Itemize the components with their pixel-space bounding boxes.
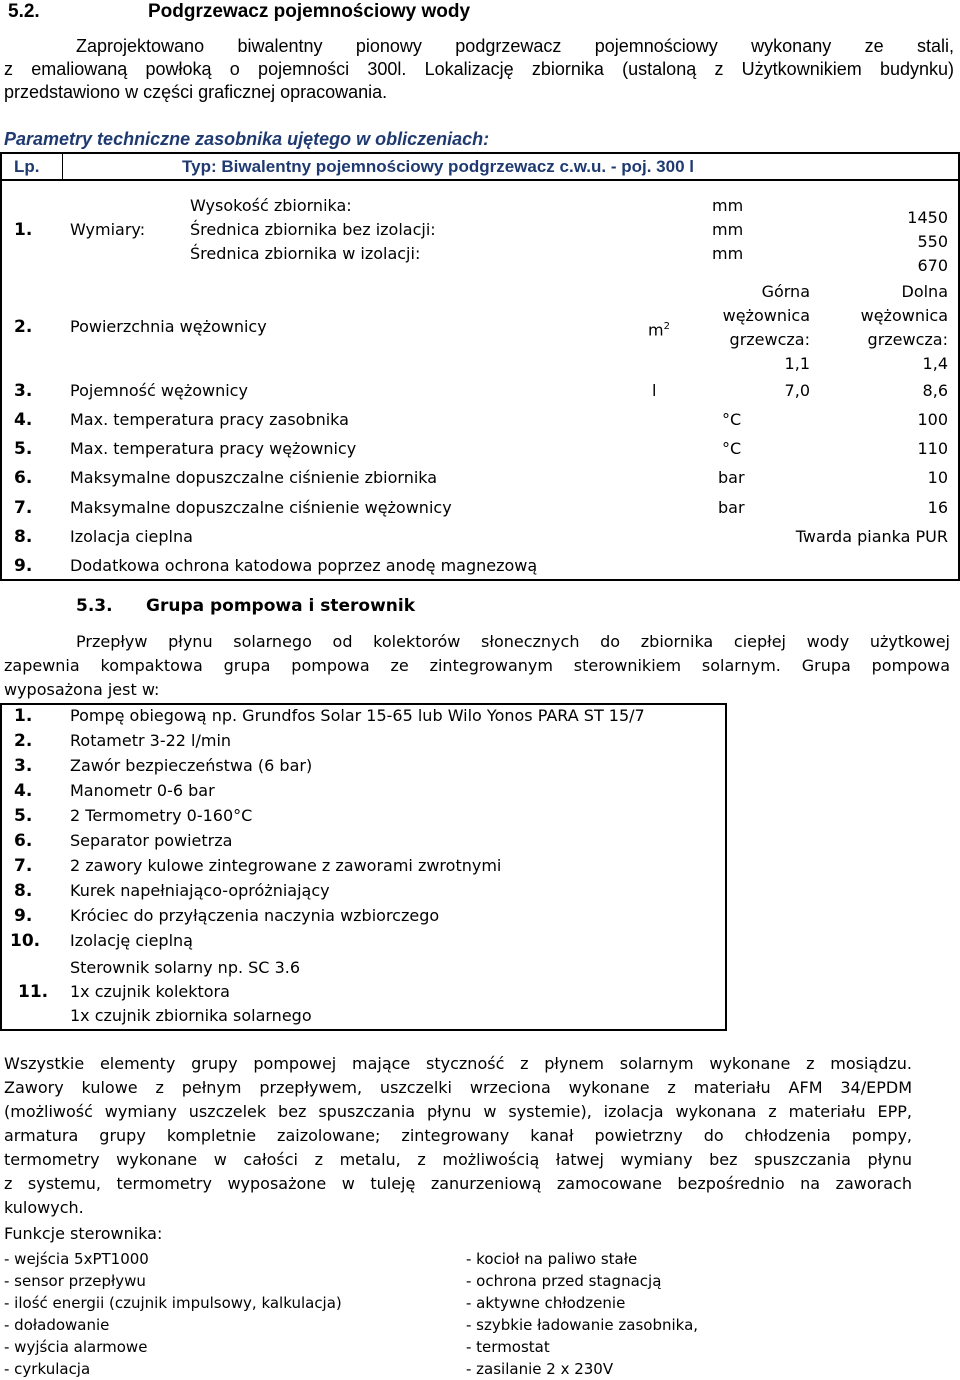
row-6-value: 10 — [927, 468, 948, 487]
body-line-7: kulowych. — [4, 1198, 84, 1217]
pump-item-9-text: Króciec do przyłączenia naczynia wzbiorczego — [70, 906, 440, 925]
intro-line-2: z emaliowaną powłoką o pojemności 300l. Lokalizację zbiornika (ustaloną z Użytkownikiem budynku) — [4, 59, 954, 79]
function-right-4: - szybkie ładowanie zasobnika, — [466, 1316, 699, 1334]
row-1-value-2: 550 — [917, 232, 948, 251]
function-right-3: - aktywne chłodzenie — [466, 1294, 626, 1312]
row-4-label: Max. temperatura pracy zasobnika — [70, 410, 349, 429]
pump-item-8-number: 8. — [14, 881, 33, 901]
upper-coil-line-1: Górna — [761, 282, 810, 301]
intro-line-3: przedstawiono w części graficznej opracowania. — [4, 82, 388, 102]
pump-item-3-text: Zawór bezpieczeństwa (6 bar) — [70, 756, 313, 775]
row-4-value: 100 — [917, 410, 948, 429]
body-line-3: (możliwość wymiany uszczelek bez spuszczania płynu w systemie), izolacja wykonana z materiału EPP, — [4, 1102, 912, 1121]
row-1-value-1: 1450 — [907, 208, 948, 227]
row-1-item-diameter-insulated: Średnica zbiornika w izolacji: — [190, 244, 421, 263]
row-8-label: Izolacja cieplna — [70, 527, 193, 546]
pump-item-11-line-1: Sterownik solarny np. SC 3.6 — [70, 958, 301, 977]
function-left-5: - wyjścia alarmowe — [4, 1338, 148, 1356]
row-7-unit: bar — [718, 498, 745, 517]
body-line-2: Zawory kulowe z pełnym przepływem, uszczelki wrzeciona wykonane z materiału AFM 34/EPDM — [4, 1078, 912, 1097]
body-line-5: termometry wykonane w całości z metalu, z możliwością łatwej wymiany bez spuszczania płynu — [4, 1150, 912, 1169]
lower-coil-value: 1,4 — [922, 354, 948, 373]
pump-item-9-number: 9. — [14, 906, 33, 926]
lower-coil-line-3: grzewcza: — [867, 330, 948, 349]
row-8-value: Twarda pianka PUR — [795, 527, 948, 546]
upper-coil-line-3: grzewcza: — [729, 330, 810, 349]
pump-item-6-number: 6. — [14, 831, 33, 851]
body-line-4: armatura grupy kompletnie zaizolowane; zintegrowany kanał powietrzny do chłodzenia pompy, — [4, 1126, 912, 1145]
section-5-3-title: Grupa pompowa i sterownik — [146, 596, 416, 616]
pump-item-1-text: Pompę obiegową np. Grundfos Solar 15-65 lub Wilo Yonos PARA ST 15/7 — [70, 706, 645, 725]
row-9-label: Dodatkowa ochrona katodowa poprzez anodę magnezową — [70, 556, 538, 575]
intro-line-1: Zaprojektowano biwalentny pionowy podgrzewacz pojemnościowy wykonany ze stali, — [76, 36, 954, 56]
row-2-unit — [648, 315, 670, 342]
header-type: Typ: Biwalentny pojemnościowy podgrzewacz c.w.u. - poj. 300 l — [182, 157, 694, 176]
params-title: Parametry techniczne zasobnika ujętego w obliczeniach: — [4, 129, 490, 149]
row-3-unit: l — [652, 381, 657, 400]
function-right-6: - zasilanie 2 x 230V — [466, 1360, 614, 1378]
pump-item-5-text: 2 Termometry 0-160°C — [70, 806, 253, 825]
row-3-label: Pojemność wężownicy — [70, 381, 248, 400]
row-5-label: Max. temperatura pracy wężownicy — [70, 439, 357, 458]
section-5-2-title: Podgrzewacz pojemnościowy wody — [148, 1, 471, 22]
row-7-label: Maksymalne dopuszczalne ciśnienie wężownicy — [70, 498, 452, 517]
pump-item-5-number: 5. — [14, 806, 33, 826]
pump-item-4-number: 4. — [14, 781, 33, 801]
section-5-2-number: 5.2. — [8, 1, 40, 22]
row-1-item-height: Wysokość zbiornika: — [190, 196, 352, 215]
function-left-3: - ilość energii (czujnik impulsowy, kalkulacja) — [4, 1294, 342, 1312]
row-1-number: 1. — [14, 220, 33, 240]
row-2-unit-base: m — [648, 320, 664, 340]
function-left-6: - cyrkulacja — [4, 1360, 91, 1378]
function-right-5: - termostat — [466, 1338, 550, 1356]
pump-intro-line-3: wyposażona jest w: — [4, 680, 160, 699]
pump-item-11-line-2: 1x czujnik kolektora — [70, 982, 230, 1001]
functions-title: Funkcje sterownika: — [4, 1224, 163, 1243]
lower-coil-line-2: wężownica — [860, 306, 948, 325]
pump-intro-line-2: zapewnia kompaktowa grupa pompowa ze zintegrowanym sterownikiem solarnym. Grupa pompowa — [4, 656, 950, 675]
section-5-3-number: 5.3. — [76, 596, 113, 616]
header-lp: Lp. — [14, 157, 40, 176]
pump-item-1-number: 1. — [14, 706, 33, 726]
upper-coil-value: 1,1 — [784, 354, 810, 373]
row-1-unit-2: mm — [712, 220, 744, 239]
row-1-unit-1: mm — [712, 196, 744, 215]
row-5-unit: °C — [722, 439, 742, 458]
row-9-number: 9. — [14, 556, 33, 576]
row-4-number: 4. — [14, 410, 33, 430]
function-left-1: - wejścia 5xPT1000 — [4, 1250, 149, 1268]
row-7-number: 7. — [14, 498, 33, 518]
pump-item-7-number: 7. — [14, 856, 33, 876]
pump-item-10-text: Izolację cieplną — [70, 931, 193, 950]
upper-coil-line-2: wężownica — [722, 306, 810, 325]
row-4-unit: °C — [722, 410, 742, 429]
pump-item-4-text: Manometr 0-6 bar — [70, 781, 215, 800]
pump-item-11-line-3: 1x czujnik zbiornika solarnego — [70, 1006, 312, 1025]
function-right-1: - kocioł na paliwo stałe — [466, 1250, 638, 1268]
pump-item-6-text: Separator powietrza — [70, 831, 233, 850]
pump-intro-line-1: Przepływ płynu solarnego od kolektorów słonecznych do zbiornika ciepłej wody użytkowej — [76, 632, 950, 651]
row-2-number: 2. — [14, 317, 33, 337]
row-6-unit: bar — [718, 468, 745, 487]
pump-item-2-number: 2. — [14, 731, 33, 751]
row-1-label: Wymiary: — [70, 220, 146, 239]
row-5-number: 5. — [14, 439, 33, 459]
pump-item-2-text: Rotametr 3-22 l/min — [70, 731, 232, 750]
row-2-unit-exp: 2 — [663, 321, 670, 332]
row-3-value: 8,6 — [922, 381, 948, 400]
row-6-label: Maksymalne dopuszczalne ciśnienie zbiornika — [70, 468, 438, 487]
pump-item-3-number: 3. — [14, 756, 33, 776]
row-7-value: 16 — [927, 498, 948, 517]
row-1-item-diameter: Średnica zbiornika bez izolacji: — [190, 220, 436, 239]
function-left-4: - doładowanie — [4, 1316, 110, 1334]
row-1-value-3: 670 — [917, 256, 948, 275]
body-line-6: z systemu, termometry wyposażone w tuleję zanurzeniową zamocowane bezpośrednio na zaworach — [4, 1174, 912, 1193]
row-3-number: 3. — [14, 381, 33, 401]
row-1-unit-3: mm — [712, 244, 744, 263]
pump-item-8-text: Kurek napełniająco-opróżniający — [70, 881, 330, 900]
function-left-2: - sensor przepływu — [4, 1272, 146, 1290]
row-8-number: 8. — [14, 527, 33, 547]
row-3-upper-value: 7,0 — [784, 381, 810, 400]
body-line-1: Wszystkie elementy grupy pompowej mające styczność z płynem solarnym wykonane z mosiądzu. — [4, 1054, 912, 1073]
lower-coil-line-1: Dolna — [901, 282, 948, 301]
pump-item-10-number: 10. — [10, 931, 41, 951]
pump-item-7-text: 2 zawory kulowe zintegrowane z zaworami zwrotnymi — [70, 856, 502, 875]
row-6-number: 6. — [14, 468, 33, 488]
function-right-2: - ochrona przed stagnacją — [466, 1272, 662, 1290]
row-5-value: 110 — [917, 439, 948, 458]
row-2-label: Powierzchnia wężownicy — [70, 317, 267, 336]
pump-item-11-number: 11. — [18, 982, 49, 1002]
